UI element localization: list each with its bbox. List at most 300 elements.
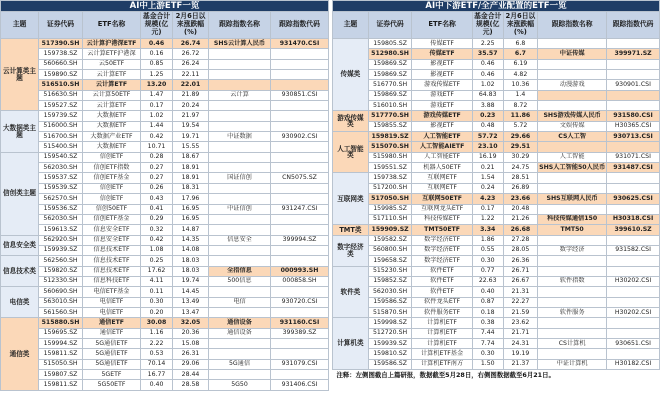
index-code-cell: [607, 266, 660, 276]
index-name-cell: [209, 121, 271, 131]
fund-size-cell: 1.08: [141, 245, 173, 255]
index-code-cell: [271, 59, 329, 69]
index-code-cell: 931247.CSI: [271, 204, 329, 214]
index-code-cell: [271, 256, 329, 266]
fund-size-cell: 0.46: [141, 39, 173, 49]
index-name-cell: SHS人工智能50人民币: [538, 163, 607, 173]
security-code-cell: 517050.SH: [368, 194, 412, 204]
index-code-cell: CN5075.SZ: [271, 173, 329, 183]
index-code-cell: H30202.CSI: [607, 276, 660, 286]
security-code-cell: 512720.SH: [368, 328, 412, 338]
table-row: [333, 359, 660, 369]
security-code-cell: 515230.SH: [368, 266, 412, 276]
etf-name-cell: 信创ETF基金: [83, 173, 141, 183]
index-name-cell: [209, 111, 271, 121]
index-code-cell: 931470.CSI: [271, 39, 329, 49]
col-code: 证券代码: [39, 12, 83, 39]
security-code-cell: 159738.SZ: [39, 49, 83, 59]
col-name: ETF名称: [83, 12, 141, 39]
etf-name-cell: 影视ETF: [412, 59, 472, 69]
index-name-cell: [538, 59, 607, 69]
index-code-cell: [271, 101, 329, 111]
table-row: [333, 132, 660, 142]
table-row: [1, 39, 329, 49]
index-name-cell: 中证计算机: [538, 359, 607, 369]
security-code-cell: 159739.SZ: [39, 111, 83, 121]
index-code-cell: 931582.CSI: [607, 245, 660, 255]
change-pct-cell: 18.67: [173, 152, 209, 162]
etf-name-cell: 通信ETF: [83, 328, 141, 338]
table-row: [333, 49, 660, 59]
table-row: [1, 328, 329, 338]
index-code-cell: 931160.CSI: [271, 318, 329, 328]
etf-name-cell: 信创ETF基金: [83, 214, 141, 224]
etf-name-cell: 大数据ETF: [83, 111, 141, 121]
fund-size-cell: 3.88: [472, 101, 503, 111]
security-code-cell: 516700.SH: [39, 132, 83, 142]
index-name-cell: [209, 163, 271, 173]
security-code-cell: 159613.SZ: [39, 225, 83, 235]
sector-label: 人工智能类: [333, 132, 369, 173]
change-pct-cell: 26.71: [503, 266, 537, 276]
index-code-cell: [607, 142, 660, 152]
security-code-cell: 561560.SH: [39, 307, 83, 317]
index-name-cell: SHS游戏传媒人民币: [538, 111, 607, 121]
fund-size-cell: 35.57: [472, 49, 503, 59]
change-pct-cell: 26.74: [173, 39, 209, 49]
index-code-cell: 931071.CSI: [607, 152, 660, 162]
table-row: [1, 49, 329, 59]
security-code-cell: 159738.SZ: [368, 173, 412, 183]
table-row: [333, 39, 660, 49]
index-code-cell: 399610.SZ: [607, 225, 660, 235]
fund-size-cell: 1.44: [141, 121, 173, 131]
index-name-cell: 文娱传媒: [538, 121, 607, 131]
fund-size-cell: 0.28: [141, 152, 173, 162]
table-row: [1, 204, 329, 214]
security-code-cell: 560800.SH: [368, 245, 412, 255]
sector-label: 大数据类主题: [1, 111, 39, 152]
security-code-cell: 159540.SZ: [39, 152, 83, 162]
table-row: [1, 142, 329, 152]
fund-size-cell: 0.17: [472, 204, 503, 214]
fund-size-cell: 2.25: [472, 39, 503, 49]
index-code-cell: [271, 121, 329, 131]
etf-name-cell: 计算机ETF: [412, 318, 472, 328]
index-code-cell: 930851.CSI: [271, 90, 329, 100]
fund-size-cell: 0.24: [472, 183, 503, 193]
etf-name-cell: 传媒ETF: [412, 49, 472, 59]
security-code-cell: 159869.SZ: [368, 70, 412, 80]
index-name-cell: [209, 101, 271, 111]
security-code-cell: 159805.SZ: [368, 39, 412, 49]
etf-name-cell: 计算机ETF基金: [412, 349, 472, 359]
etf-name-cell: 人工智能ETF: [412, 152, 472, 162]
index-name-cell: [538, 90, 607, 100]
index-code-cell: [271, 163, 329, 173]
index-name-cell: [209, 70, 271, 80]
security-code-cell: 159810.SZ: [368, 349, 412, 359]
sector-label: 通信类: [1, 318, 39, 390]
fund-size-cell: 0.55: [472, 245, 503, 255]
change-pct-cell: 19.71: [173, 132, 209, 142]
index-code-cell: 000858.SH: [271, 276, 329, 286]
table-row: [333, 70, 660, 80]
left-table-panel: [0, 0, 330, 391]
index-name-cell: [209, 80, 271, 90]
table-row: [1, 121, 329, 131]
index-name-cell: [209, 225, 271, 235]
fund-size-cell: 70.14: [141, 359, 173, 369]
index-code-cell: [271, 370, 329, 380]
col-change: 2月6日以来涨跌幅(%): [173, 12, 209, 39]
etf-name-cell: 互联网50ETF: [412, 194, 472, 204]
etf-name-cell: 信息安全ETF: [83, 225, 141, 235]
change-pct-cell: 18.03: [173, 266, 209, 276]
security-code-cell: 562560.SH: [39, 256, 83, 266]
etf-name-cell: 人工智能AIETF: [412, 142, 472, 152]
col-index-code: 跟踪指数代码: [271, 12, 329, 39]
security-code-cell: 512980.SH: [368, 49, 412, 59]
table-row: [1, 173, 329, 183]
index-code-cell: [271, 49, 329, 59]
fund-size-cell: 0.21: [472, 163, 503, 173]
security-code-cell: 516010.SH: [368, 101, 412, 111]
index-code-cell: [271, 349, 329, 359]
etf-name-cell: 大数据产业ETF: [83, 132, 141, 142]
fund-size-cell: 0.20: [141, 307, 173, 317]
index-name-cell: [538, 318, 607, 328]
index-name-cell: 信息安全: [209, 235, 271, 245]
index-code-cell: [271, 214, 329, 224]
col-size: 基金合计规模(亿元): [141, 12, 173, 39]
change-pct-cell: 14.35: [173, 235, 209, 245]
table-row: [333, 142, 660, 152]
fund-size-cell: 16.77: [141, 370, 173, 380]
col-index-name: 跟踪指数名称: [538, 12, 607, 39]
fund-size-cell: 0.53: [141, 349, 173, 359]
etf-name-cell: 信息技术ETF: [83, 266, 141, 276]
sector-label: 云计算类主题: [1, 39, 39, 111]
table-row: [1, 163, 329, 173]
index-name-cell: [209, 349, 271, 359]
change-pct-cell: 26.67: [503, 276, 537, 286]
etf-name-cell: 大数据ETF: [83, 121, 141, 131]
table-row: [333, 266, 660, 276]
security-code-cell: 562030.SH: [368, 287, 412, 297]
etf-name-cell: 数字经济ETF: [412, 235, 472, 245]
security-code-cell: 159998.SZ: [368, 318, 412, 328]
change-pct-cell: 18.91: [173, 163, 209, 173]
table-row: [333, 276, 660, 286]
change-pct-cell: 28.05: [503, 245, 537, 255]
etf-name-cell: 信息技术ETF: [83, 245, 141, 255]
security-code-cell: 159537.SZ: [39, 173, 83, 183]
etf-name-cell: 5GETF: [83, 370, 141, 380]
index-name-cell: [538, 204, 607, 214]
table-row: [1, 287, 329, 297]
index-name-cell: [209, 59, 271, 69]
change-pct-cell: 22.01: [173, 80, 209, 90]
etf-name-cell: 电信ETF基金: [83, 287, 141, 297]
sector-label: 游戏传媒类: [333, 111, 369, 132]
etf-name-cell: 软件ETF: [412, 276, 472, 286]
change-pct-cell: 26.36: [503, 256, 537, 266]
security-code-cell: 159819.SZ: [368, 132, 412, 142]
index-code-cell: [607, 59, 660, 69]
fund-size-cell: 0.40: [141, 380, 173, 390]
security-code-cell: 517390.SH: [39, 39, 83, 49]
change-pct-cell: 20.24: [173, 101, 209, 111]
index-code-cell: H30202.CSI: [607, 307, 660, 317]
change-pct-cell: 28.51: [503, 173, 537, 183]
index-code-cell: [607, 287, 660, 297]
security-code-cell: 159551.SZ: [368, 163, 412, 173]
security-code-cell: 562030.SH: [39, 163, 83, 173]
etf-name-cell: 软件龙头ETF: [412, 297, 472, 307]
index-code-cell: [607, 70, 660, 80]
change-pct-cell: 24.31: [503, 338, 537, 348]
table-row: [333, 163, 660, 173]
security-code-cell: 159852.SZ: [368, 276, 412, 286]
table-row: [1, 90, 329, 100]
table-row: [333, 111, 660, 121]
etf-name-cell: 软件ETF: [412, 287, 472, 297]
index-code-cell: 000993.SH: [271, 266, 329, 276]
index-name-cell: 中证数据: [209, 132, 271, 142]
sector-label: 传媒类: [333, 39, 369, 111]
fund-size-cell: 0.18: [472, 307, 503, 317]
fund-size-cell: 0.42: [141, 132, 173, 142]
index-name-cell: 全指信息: [209, 266, 271, 276]
fund-size-cell: 4.23: [472, 194, 503, 204]
index-name-cell: 数字经济: [538, 245, 607, 255]
table-row: [1, 380, 329, 390]
change-pct-cell: 11.86: [503, 111, 537, 121]
index-name-cell: SHS云计算人民币: [209, 39, 271, 49]
index-code-cell: 399389.SZ: [271, 328, 329, 338]
col-size: 基金合计规模(亿元): [472, 12, 503, 39]
table-row: [1, 111, 329, 121]
col-code: 证券代码: [368, 12, 412, 39]
index-name-cell: 500信息: [209, 276, 271, 286]
table-row: [333, 328, 660, 338]
security-code-cell: 159586.SZ: [368, 359, 412, 369]
index-name-cell: [538, 287, 607, 297]
security-code-cell: 560660.SH: [39, 59, 83, 69]
table-row: [333, 256, 660, 266]
etf-name-cell: 5G通信ETF: [83, 359, 141, 369]
change-pct-cell: 20.48: [503, 204, 537, 214]
fund-size-cell: 1.16: [141, 328, 173, 338]
etf-name-cell: 电信ETF: [83, 297, 141, 307]
table-row: [333, 214, 660, 224]
fund-size-cell: 1.86: [472, 235, 503, 245]
fund-size-cell: 13.20: [141, 80, 173, 90]
index-name-cell: 5G通信: [209, 359, 271, 369]
index-name-cell: [538, 297, 607, 307]
change-pct-cell: 14.08: [173, 245, 209, 255]
footnote: 注释：左侧图截自上篇研报，数据截至5月28日，右侧图数据截至6月21日。: [336, 370, 555, 379]
security-code-cell: 159807.SZ: [39, 370, 83, 380]
fund-size-cell: 0.11: [141, 287, 173, 297]
table-row: [1, 297, 329, 307]
table-row: [333, 183, 660, 193]
security-code-cell: 159820.SZ: [39, 266, 83, 276]
sector-label: 互联网类: [333, 173, 369, 225]
right-etf-table: [332, 0, 660, 380]
table-row: [333, 194, 660, 204]
left-table-title: AI中上游ETF一览: [1, 1, 329, 12]
index-code-cell: [271, 80, 329, 90]
index-name-cell: [538, 173, 607, 183]
change-pct-cell: 5.72: [503, 121, 537, 131]
index-code-cell: 930902.CSI: [271, 132, 329, 142]
etf-name-cell: 科技传媒ETF: [412, 214, 472, 224]
etf-name-cell: 传媒ETF: [412, 39, 472, 49]
change-pct-cell: 18.91: [173, 173, 209, 183]
fund-size-cell: 2.22: [141, 338, 173, 348]
index-code-cell: [607, 204, 660, 214]
index-name-cell: 软件指数: [538, 276, 607, 286]
index-code-cell: [607, 328, 660, 338]
index-code-cell: 930720.CSI: [271, 297, 329, 307]
index-name-cell: [209, 370, 271, 380]
fund-size-cell: 0.77: [472, 266, 503, 276]
etf-name-cell: 云计算ETF沪港深: [83, 49, 141, 59]
fund-size-cell: 23.10: [472, 142, 503, 152]
index-code-cell: [271, 338, 329, 348]
table-row: [1, 370, 329, 380]
security-code-cell: 159586.SZ: [368, 297, 412, 307]
security-code-cell: 516770.SH: [368, 80, 412, 90]
index-name-cell: 电信: [209, 297, 271, 307]
fund-size-cell: 0.32: [141, 225, 173, 235]
table-row: [333, 152, 660, 162]
etf-name-cell: 数字经济ETF: [412, 256, 472, 266]
index-name-cell: [538, 235, 607, 245]
fund-size-cell: 7.44: [472, 328, 503, 338]
change-pct-cell: 26.72: [173, 49, 209, 59]
index-code-cell: [607, 39, 660, 49]
index-code-cell: H30365.CSI: [607, 121, 660, 131]
security-code-cell: 159869.SZ: [368, 90, 412, 100]
security-code-cell: 517770.SH: [368, 111, 412, 121]
security-code-cell: 159536.SZ: [39, 204, 83, 214]
fund-size-cell: 0.42: [141, 235, 173, 245]
etf-name-cell: 5G通信ETF: [83, 338, 141, 348]
fund-size-cell: 7.74: [472, 338, 503, 348]
change-pct-cell: 1.4: [503, 90, 537, 100]
index-code-cell: [607, 297, 660, 307]
change-pct-cell: 16.95: [173, 214, 209, 224]
sector-label: 计算机类: [333, 318, 369, 370]
index-code-cell: 931487.CSI: [607, 163, 660, 173]
fund-size-cell: 0.46: [472, 59, 503, 69]
index-code-cell: [271, 183, 329, 193]
etf-name-cell: 通信ETF: [83, 318, 141, 328]
index-name-cell: CS人工智: [538, 132, 607, 142]
etf-name-cell: 数字经济ETF: [412, 245, 472, 255]
index-code-cell: 399971.SZ: [607, 49, 660, 59]
table-row: [333, 349, 660, 359]
etf-name-cell: 人工智能ETF: [412, 132, 472, 142]
security-code-cell: 512330.SH: [39, 276, 83, 286]
table-row: [1, 132, 329, 142]
index-name-cell: [209, 142, 271, 152]
table-row: [333, 235, 660, 245]
fund-size-cell: 1.02: [472, 80, 503, 90]
fund-size-cell: 0.26: [141, 183, 173, 193]
sector-label: 电信类: [1, 287, 39, 318]
etf-name-cell: 信息技术ETF: [83, 256, 141, 266]
fund-size-cell: 0.25: [141, 256, 173, 266]
change-pct-cell: 6.8: [503, 39, 537, 49]
table-row: [1, 80, 329, 90]
etf-name-cell: 5G50ETF: [83, 380, 141, 390]
fund-size-cell: 64.83: [472, 90, 503, 100]
security-code-cell: 159939.SZ: [39, 245, 83, 255]
index-name-cell: 中证信创: [209, 204, 271, 214]
etf-name-cell: 计算机ETF南方: [412, 359, 472, 369]
index-name-cell: [538, 183, 607, 193]
table-row: [1, 214, 329, 224]
etf-name-cell: 云计算沪港深ETF: [83, 39, 141, 49]
security-code-cell: 517110.SH: [368, 214, 412, 224]
security-code-cell: 516000.SH: [39, 121, 83, 131]
change-pct-cell: 26.31: [173, 349, 209, 359]
security-code-cell: 562920.SH: [39, 235, 83, 245]
sector-label: 信创类主题: [1, 152, 39, 235]
fund-size-cell: 0.16: [141, 49, 173, 59]
table-row: [1, 318, 329, 328]
table-row: [333, 204, 660, 214]
security-code-cell: 515050.SH: [39, 359, 83, 369]
index-name-cell: [538, 142, 607, 152]
index-name-cell: [538, 101, 607, 111]
etf-name-cell: 信息科技ETF: [83, 276, 141, 286]
index-code-cell: [271, 287, 329, 297]
etf-name-cell: 计算机ETF: [412, 338, 472, 348]
change-pct-cell: 23.62: [503, 318, 537, 328]
index-name-cell: [209, 49, 271, 59]
fund-size-cell: 10.71: [141, 142, 173, 152]
index-name-cell: 通信设备: [209, 318, 271, 328]
table-row: [333, 121, 660, 131]
fund-size-cell: 3.34: [472, 225, 503, 235]
table-row: [333, 173, 660, 183]
right-table-body: [333, 39, 660, 370]
table-row: [333, 225, 660, 235]
table-row: [333, 245, 660, 255]
index-code-cell: 930713.CSI: [607, 132, 660, 142]
change-pct-cell: 13.47: [173, 307, 209, 317]
index-name-cell: [209, 338, 271, 348]
index-name-cell: 云计算: [209, 90, 271, 100]
etf-name-cell: 云计算50ETF: [83, 90, 141, 100]
col-index-code: 跟踪指数代码: [607, 12, 660, 39]
table-row: [333, 297, 660, 307]
index-code-cell: [607, 173, 660, 183]
fund-size-cell: 0.30: [141, 297, 173, 307]
change-pct-cell: 17.96: [173, 194, 209, 204]
etf-name-cell: 信创ETF: [83, 194, 141, 204]
index-code-cell: [271, 245, 329, 255]
table-row: [333, 90, 660, 100]
sector-label: TMT类: [333, 225, 369, 235]
security-code-cell: 159909.SZ: [368, 225, 412, 235]
table-row: [333, 59, 660, 69]
